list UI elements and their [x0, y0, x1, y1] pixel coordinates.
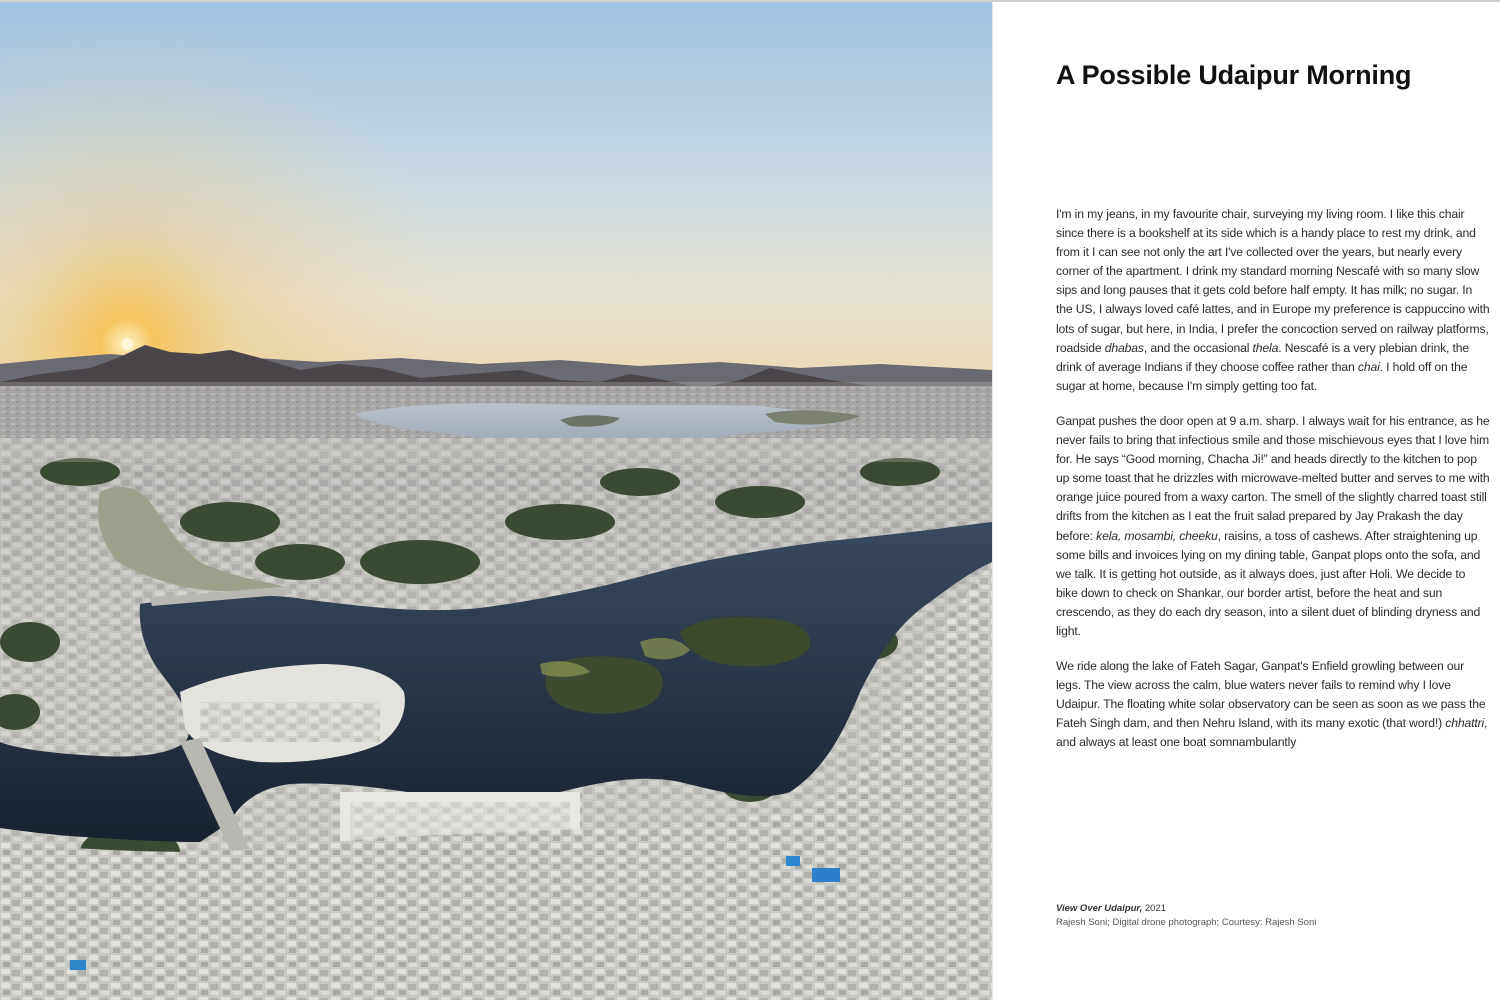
caption-title-line [1056, 902, 1476, 916]
aerial-photograph [0, 2, 992, 1000]
text-run: . Nescafé is a very plebian drink, the drink of average Indians if they choose coffee rather than [1056, 340, 1469, 374]
sun [121, 338, 133, 350]
page-title: A Possible Udaipur Morning [1056, 60, 1412, 90]
caption-credit: Rajesh Soni; Digital drone photograph; Courtesy: Rajesh Soni [1056, 917, 1317, 928]
text-run: , raisins, a toss of cashews. After straightening up some bills and invoices lying on my dining table, Ganpat plops onto the sofa, and we talk. It is getting hot outside, as it always does, just after Holi. We decide to bike down to check on Shankar, our border artist, before the heat and sun crescendo, as they do each dry season, into a silent duet of blinding dryness and light. [1056, 528, 1481, 638]
photo-caption [1056, 902, 1476, 930]
text-run: We ride along the lake of Fateh Sagar, Ganpat's Enfield growling between our legs. The view across the calm, blue waters never fails to remind why I love Udaipur. The floating white solar observatory can be seen as soon as we pass the Fateh Singh dam, and then Nehru Island, with its many exotic (that word!) [1056, 659, 1486, 731]
text-run: . I hold off on the sugar at home, because I'm simply getting too fat. [1056, 359, 1468, 393]
body-text [1056, 205, 1490, 769]
body-paragraph [1056, 205, 1490, 396]
text-run: I'm in my jeans, in my favourite chair, surveying my living room. I like this chair since there is a bookshelf at its side which is a handy place to rest my drink, and from it I can see not only the art I've collected over the years, but nearly every corner of the apartment. I drink my standard morning Nescafé with so many slow sips and long pauses that it gets cold before half empty. It has milk; no sugar. In the US, I always loved café lattes, and in Europe my preference is cappuccino with lots of sugar, but here, in India, I prefer the concoction served on railway platforms, roadside [1056, 207, 1490, 355]
page-gutter [992, 2, 993, 1000]
text-run: , and always at least one boat somnambulantly [1056, 716, 1488, 750]
italic-term: kela, mosambi, cheeku [1096, 528, 1218, 543]
text-run: Ganpat pushes the door open at 9 a.m. sharp. I always wait for his entrance, as he never fails to bring that infectious smile and those mischievous eyes that I love him for. He says “Good morning, Chacha Ji!” and heads directly to the kitchen to pop up some toast that he drizzles with microwave-melted butter and serves to me with orange juice poured from a waxy carton. The smell of the slightly charred toast still drifts from the kitchen as I eat the fruit salad prepared by Jay Prakash the day before: [1056, 413, 1490, 543]
italic-term: thela [1252, 340, 1279, 355]
text-page [992, 2, 1500, 1000]
text-run: , and the occasional [1143, 340, 1253, 355]
caption-title: View Over Udaipur, [1056, 903, 1143, 914]
italic-term: chhattri [1445, 716, 1485, 731]
italic-term: dhabas [1104, 340, 1144, 355]
italic-term: chai [1357, 359, 1380, 374]
caption-year: 2021 [1142, 903, 1167, 914]
body-paragraph [1056, 657, 1490, 752]
body-paragraph [1056, 412, 1490, 641]
